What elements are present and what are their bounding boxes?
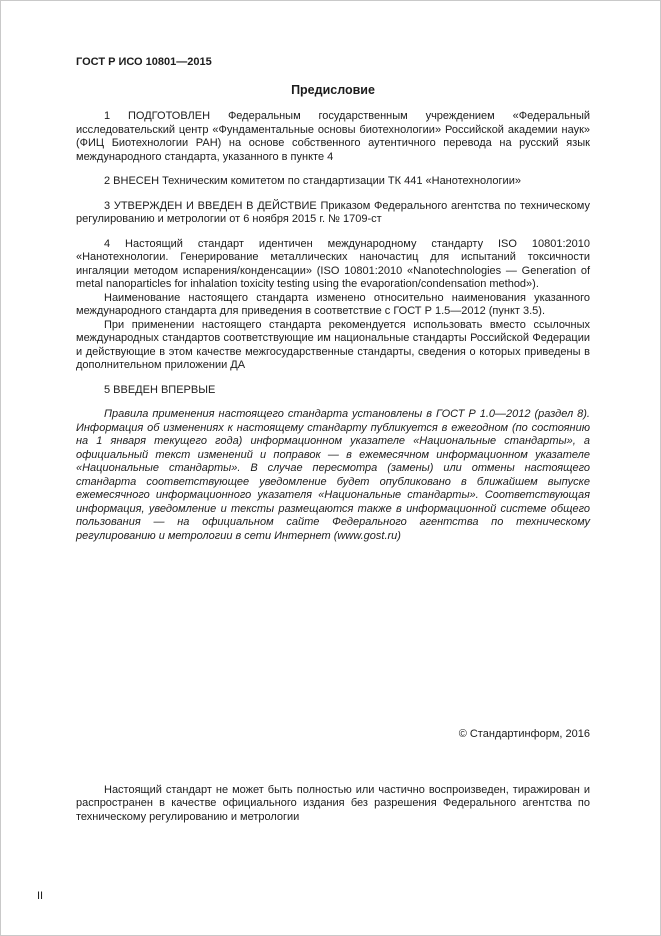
- foreword-paragraph-3: 3 УТВЕРЖДЕН И ВВЕДЕН В ДЕЙСТВИЕ Приказом Федерального агентства по техническому регулированию и метрологии от 6 ноября 2015 г. № 1709-ст: [76, 199, 590, 225]
- document-code-header: ГОСТ Р ИСО 10801—2015: [76, 56, 212, 68]
- foreword-paragraph-1: 1 ПОДГОТОВЛЕН Федеральным государственным учреждением «Федеральный исследовательский центр «Фундаментальные основы биотехнологии» Российской академии наук» (ФИЦ Биотехнологии РАН) на основе собственного аутентичного перевода на русский язык международного стандарта, указанного в пункте 4: [76, 110, 590, 163]
- foreword-title: Предисловие: [291, 82, 375, 97]
- copyright-notice: © Стандартинформ, 2016: [458, 728, 590, 740]
- page-number: II: [37, 889, 44, 902]
- foreword-paragraph-2: 2 ВНЕСЕН Техническим комитетом по стандартизации ТК 441 «Нанотехнологии»: [104, 175, 521, 187]
- application-rules-note: Правила применения настоящего стандарта установлены в ГОСТ Р 1.0—2012 (раздел 8). Информация об изменениях к настоящему стандарту публикуется в ежегодном (по состоянию на 1 января текущего года) информационном указателе «Национальные стандарты», а официальный текст изменений и поправок — в ежемесячном информационном указателе «Национальные стандарты». В случае пересмотра (замены) или отмены настоящего стандарта соответствующее уведомление будет опубликовано в ближайшем выпуске ежемесячного информационного указателя «Национальные стандарты». Соответствующая информация, уведомление и тексты размещаются также в информационной системе общего пользования — на официальном сайте Федерального агентства по техническому регулированию и метрологии в сети Интернет (www.gost.ru): [76, 408, 590, 542]
- foreword-paragraph-5: 5 ВВЕДЕН ВПЕРВЫЕ: [104, 383, 216, 396]
- foreword-paragraph-4: 4 Настоящий стандарт идентичен международному стандарту ISO 10801:2010 «Нанотехнологии. Генерирование металлических наночастиц для испытаний токсичности ингаляции методом испарения/конденсации» (ISO 10801:2010 «Nanotechnologies — Generation of metal nanoparticles for inhalation toxicity testing using the evaporation/condensation method»).: [76, 237, 590, 290]
- foreword-paragraph-4-continuation-2: При применении настоящего стандарта рекомендуется использовать вместо ссылочных международных стандартов соответствующие им национальные стандарты Российской Федерации и действующие в этом качестве межгосударственные стандарты, сведения о которых приведены в дополнительном приложении ДА: [76, 318, 590, 371]
- reproduction-restriction-notice: Настоящий стандарт не может быть полностью или частично воспроизведен, тиражирован и распространен в качестве официального издания без разрешения Федерального агентства по техническому регулированию и метрологии: [76, 783, 590, 823]
- foreword-paragraph-4-continuation-1: Наименование настоящего стандарта изменено относительно наименования указанного международного стандарта для приведения в соответствие с ГОСТ Р 1.5—2012 (пункт 3.5).: [76, 291, 590, 317]
